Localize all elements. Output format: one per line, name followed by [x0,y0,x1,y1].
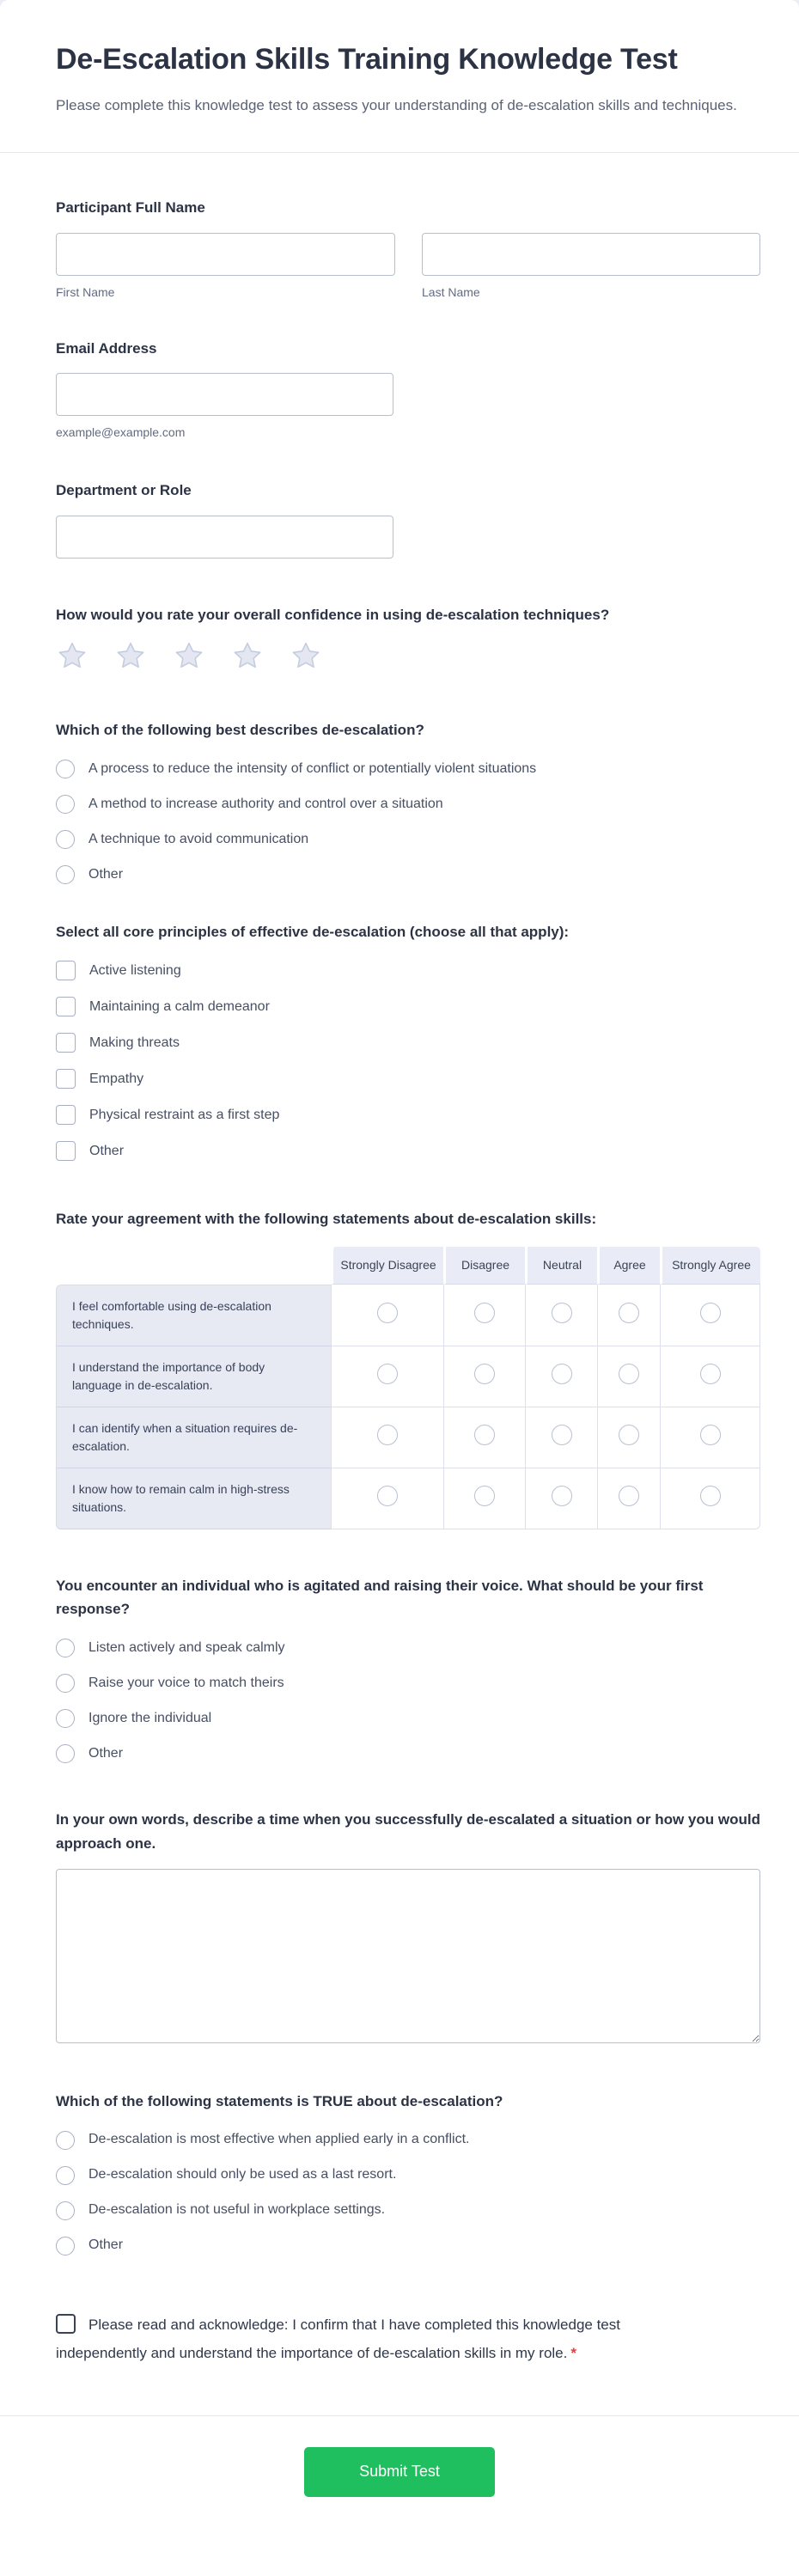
radio-icon[interactable] [56,2237,75,2256]
radio-icon[interactable] [56,1709,75,1728]
radio-option[interactable] [56,2166,760,2185]
radio-option[interactable] [56,1709,760,1728]
matrix-row [56,1407,760,1468]
form-header [0,0,799,119]
matrix-cell[interactable] [660,1285,760,1346]
matrix-cell[interactable] [597,1346,660,1407]
radio-icon[interactable] [56,1744,75,1763]
matrix-cell[interactable] [660,1468,760,1529]
field-confidence-rating [56,603,760,673]
matrix-cell[interactable] [597,1407,660,1468]
matrix-cell[interactable] [597,1285,660,1346]
matrix-radio-icon[interactable] [377,1486,398,1506]
radio-option-label: Listen actively and speak calmly [88,1639,285,1655]
radio-option-label: Other [88,866,124,882]
matrix-radio-icon[interactable] [619,1425,639,1445]
radio-icon[interactable] [56,2131,75,2150]
acknowledge-text: Please read and acknowledge: I confirm that I have completed this knowledge test independently and understand the importance of de-escalation skills in my role. [56,2316,620,2361]
core-principles-label: Select all core principles of effective de-escalation (choose all that apply): [56,923,570,940]
acknowledge-field[interactable] [56,2310,657,2367]
matrix-radio-icon[interactable] [474,1364,495,1384]
email-sublabel: example@example.com [56,425,186,440]
email-group [56,373,393,439]
checkbox-option-label: Physical restraint as a first step [89,1107,280,1122]
matrix-radio-icon[interactable] [619,1303,639,1323]
field-first-response [56,1574,760,1763]
matrix-column-header: Neutral [525,1247,597,1285]
confidence-label: How would you rate your overall confidence in using de-escalation techniques? [56,606,610,623]
matrix-radio-icon[interactable] [474,1303,495,1323]
field-describe-experience [56,1808,760,2043]
matrix-row-label: I feel comfortable using de-escalation techniques. [56,1285,331,1346]
matrix-cell[interactable] [660,1407,760,1468]
radio-option-label: A method to increase authority and control over a situation [88,796,443,811]
true-statement-label: Which of the following statements is TRUE about de-escalation? [56,2093,503,2110]
best-describes-options [56,760,760,884]
last-name-input[interactable] [422,233,760,276]
matrix-cell[interactable] [660,1346,760,1407]
radio-option[interactable] [56,2201,760,2220]
checkbox-option[interactable] [56,1141,760,1161]
header-divider [0,152,799,153]
submit-button[interactable]: Submit Test [304,2447,495,2497]
radio-option[interactable] [56,1674,760,1693]
star-icon[interactable] [56,640,88,672]
matrix-cell[interactable] [443,1346,525,1407]
department-group [56,516,393,559]
radio-option[interactable] [56,830,760,849]
agreement-matrix-table [56,1247,760,1529]
star-icon[interactable] [231,640,264,672]
matrix-column-header: Strongly Disagree [331,1247,443,1285]
describe-experience-textarea[interactable] [56,1869,760,2043]
matrix-column-header: Strongly Agree [660,1247,760,1285]
checkbox-option[interactable] [56,961,760,980]
matrix-cell[interactable] [443,1407,525,1468]
star-rating[interactable] [56,640,760,672]
star-icon[interactable] [173,640,205,672]
matrix-cell[interactable] [525,1346,597,1407]
matrix-radio-icon[interactable] [619,1486,639,1506]
radio-icon[interactable] [56,2201,75,2220]
matrix-row [56,1468,760,1529]
matrix-radio-icon[interactable] [377,1425,398,1445]
last-name-sublabel: Last Name [422,284,480,299]
matrix-radio-icon[interactable] [474,1486,495,1506]
radio-option[interactable] [56,760,760,778]
matrix-radio-icon[interactable] [377,1303,398,1323]
form-title: De-Escalation Skills Training Knowledge Test [56,43,678,76]
radio-option-label: A process to reduce the intensity of conflict or potentially violent situations [88,760,537,776]
checkbox-option-label: Other [89,1143,125,1158]
department-input[interactable] [56,516,393,559]
matrix-radio-icon[interactable] [700,1364,721,1384]
checkbox-option-label: Empathy [89,1071,144,1086]
matrix-cell[interactable] [443,1468,525,1529]
form-subtitle: Please complete this knowledge test to assess your understanding of de-escalation skills and techniques. [56,97,737,113]
required-asterisk: * [570,2344,576,2361]
matrix-row-label: I understand the importance of body language in de-escalation. [56,1346,331,1407]
matrix-corner-cell [56,1247,331,1285]
best-describes-label: Which of the following best describes de-escalation? [56,722,424,739]
radio-option[interactable] [56,795,760,814]
matrix-cell[interactable] [525,1285,597,1346]
matrix-cell[interactable] [331,1468,443,1529]
matrix-radio-icon[interactable] [474,1425,495,1445]
matrix-cell[interactable] [443,1285,525,1346]
department-label: Department or Role [56,482,192,499]
matrix-column-header: Disagree [443,1247,525,1285]
email-label: Email Address [56,339,157,357]
radio-option[interactable] [56,2131,760,2150]
radio-option-label: De-escalation should only be used as a last resort. [88,2167,397,2182]
radio-option-label: Raise your voice to match theirs [88,1675,284,1690]
field-email [56,337,760,440]
checkbox-icon[interactable] [56,961,76,980]
matrix-radio-icon[interactable] [552,1425,572,1445]
first-response-options [56,1639,760,1763]
first-response-label: You encounter an individual who is agitated and raising their voice. What should be your first response? [56,1577,704,1618]
matrix-radio-icon[interactable] [700,1486,721,1506]
radio-option-label: De-escalation is not useful in workplace settings. [88,2202,386,2218]
checkbox-option-label: Active listening [89,962,181,978]
matrix-cell[interactable] [331,1346,443,1407]
radio-icon[interactable] [56,760,75,778]
radio-icon[interactable] [56,2166,75,2185]
matrix-radio-icon[interactable] [377,1364,398,1384]
radio-option[interactable] [56,2237,760,2256]
radio-option-label: Ignore the individual [88,1710,212,1725]
checkbox-option[interactable] [56,1105,760,1125]
radio-icon[interactable] [56,1639,75,1657]
radio-option-label: Other [88,2237,124,2253]
checkbox-option[interactable] [56,997,760,1016]
checkbox-icon[interactable] [56,1069,76,1089]
matrix-radio-icon[interactable] [552,1303,572,1323]
checkbox-icon[interactable] [56,1141,76,1161]
matrix-radio-icon[interactable] [700,1303,721,1323]
matrix-row-label: I know how to remain calm in high-stress situations. [56,1468,331,1529]
star-icon[interactable] [114,640,147,672]
name-grid [56,233,760,299]
checkbox-icon[interactable] [56,1033,76,1053]
last-name-group [422,233,760,299]
matrix-radio-icon[interactable] [700,1425,721,1445]
radio-icon[interactable] [56,830,75,849]
field-participant-name [56,196,760,299]
checkbox-option-label: Making threats [89,1035,180,1050]
matrix-radio-icon[interactable] [619,1364,639,1384]
acknowledge-checkbox-icon[interactable] [56,2314,76,2334]
first-name-group [56,233,395,299]
checkbox-option-label: Maintaining a calm demeanor [89,998,270,1014]
matrix-radio-icon[interactable] [552,1486,572,1506]
form-body [0,196,799,2367]
form-footer [0,2416,799,2540]
checkbox-option[interactable] [56,1033,760,1053]
radio-option[interactable] [56,1744,760,1763]
matrix-cell[interactable] [331,1285,443,1346]
field-core-principles [56,920,760,1162]
checkbox-option[interactable] [56,1069,760,1089]
matrix-row-label: I can identify when a situation requires de-escalation. [56,1407,331,1468]
field-true-statement [56,2090,760,2256]
field-agreement-matrix [56,1207,760,1529]
agreement-matrix-wrap [56,1247,760,1529]
agreement-matrix-label: Rate your agreement with the following statements about de-escalation skills: [56,1211,597,1228]
matrix-cell[interactable] [597,1468,660,1529]
radio-option[interactable] [56,865,760,884]
radio-option-label: A technique to avoid communication [88,831,309,846]
matrix-row [56,1346,760,1407]
core-principles-options [56,961,760,1161]
checkbox-icon[interactable] [56,997,76,1016]
star-icon[interactable] [290,640,322,672]
checkbox-icon[interactable] [56,1105,76,1125]
first-name-input[interactable] [56,233,395,276]
radio-icon[interactable] [56,795,75,814]
matrix-cell[interactable] [331,1407,443,1468]
matrix-column-header: Agree [597,1247,660,1285]
radio-option[interactable] [56,1639,760,1657]
first-name-sublabel: First Name [56,284,115,299]
radio-icon[interactable] [56,865,75,884]
matrix-radio-icon[interactable] [552,1364,572,1384]
matrix-cell[interactable] [525,1407,597,1468]
field-best-describes [56,718,760,884]
describe-experience-label: In your own words, describe a time when you successfully de-escalated a situation or how you would approach one. [56,1810,760,1852]
true-statement-options [56,2131,760,2256]
field-department [56,479,760,559]
email-input[interactable] [56,373,393,416]
participant-name-label: Participant Full Name [56,199,205,217]
radio-option-label: Other [88,1745,124,1761]
matrix-cell[interactable] [525,1468,597,1529]
radio-icon[interactable] [56,1674,75,1693]
matrix-row [56,1285,760,1346]
radio-option-label: De-escalation is most effective when applied early in a conflict. [88,2132,470,2147]
